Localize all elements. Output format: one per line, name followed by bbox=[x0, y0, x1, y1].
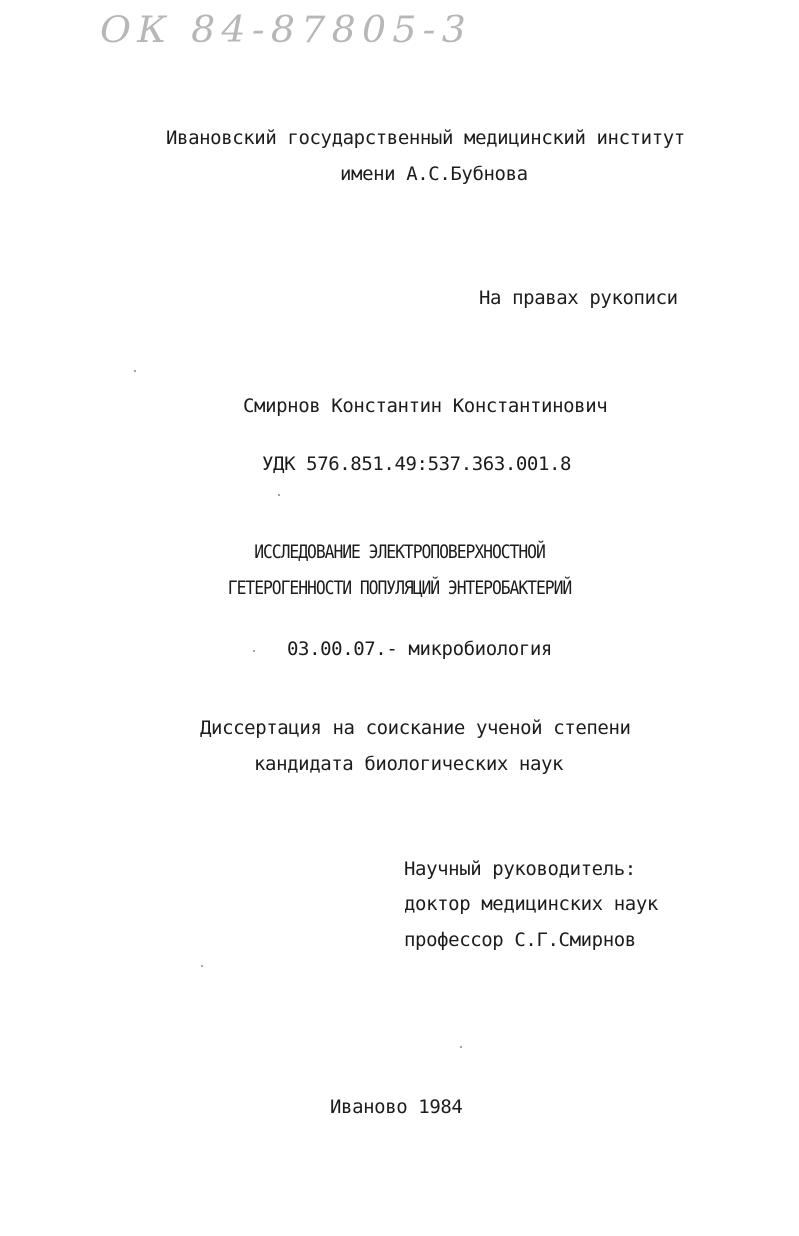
scan-speck bbox=[134, 370, 136, 372]
archive-handwritten-mark: ОК 84-87805-3 bbox=[100, 10, 473, 51]
thesis-title-line2: ГЕТЕРОГЕННОСТИ ПОПУЛЯЦИЙ ЭНТЕРОБАКТЕРИЙ bbox=[227, 577, 572, 599]
udc-code: УДК 576.851.49:537.363.001.8 bbox=[262, 453, 572, 475]
thesis-title-line1: ИССЛЕДОВАНИЕ ЭЛЕКТРОПОВЕРХНОСТНОЙ bbox=[254, 541, 545, 563]
scan-speck bbox=[278, 494, 280, 496]
degree-line2: кандидата биологических наук bbox=[254, 753, 564, 775]
manuscript-rights-note: На правах рукописи bbox=[479, 287, 678, 309]
supervisor-degree: доктор медицинских наук bbox=[404, 893, 658, 915]
institute-name-line2: имени А.С.Бубнова bbox=[340, 163, 528, 185]
scan-speck bbox=[460, 1046, 462, 1048]
scan-speck bbox=[201, 965, 203, 967]
supervisor-heading: Научный руководитель: bbox=[404, 858, 636, 880]
place-and-year: Иваново 1984 bbox=[330, 1096, 463, 1118]
degree-line1: Диссертация на соискание ученой степени bbox=[200, 717, 631, 739]
institute-name-line1: Ивановский государственный медицинский институт bbox=[166, 127, 685, 149]
scan-speck bbox=[253, 650, 255, 652]
supervisor-name: профессор С.Г.Смирнов bbox=[404, 929, 636, 951]
specialty-code: 03.00.07.- микробиология bbox=[287, 638, 552, 660]
author-name: Смирнов Константин Константинович bbox=[243, 395, 608, 417]
